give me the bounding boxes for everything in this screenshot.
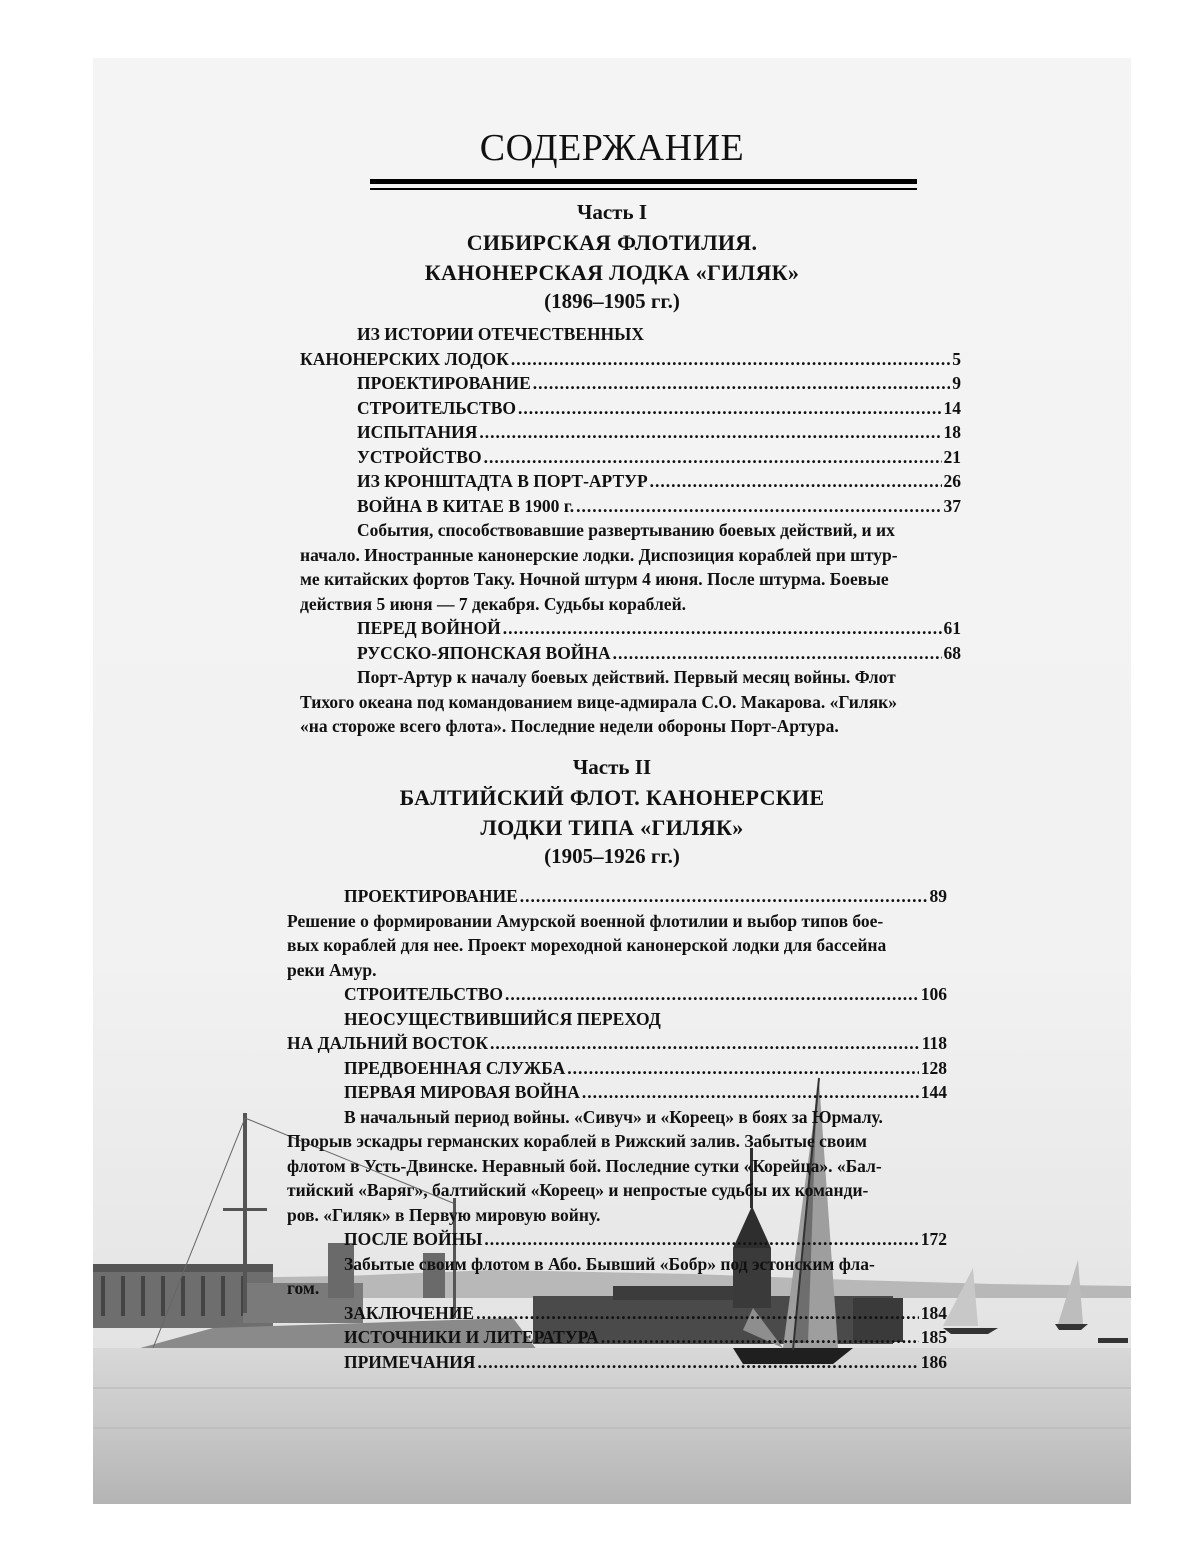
toc-entry-page: 118	[921, 1033, 947, 1053]
toc-entry[interactable]	[300, 396, 961, 421]
toc-entry-label: ВОЙНА В КИТАЕ В 1900 г.	[357, 495, 575, 516]
part2-years: (1905–1926 гг.)	[544, 844, 680, 868]
toc-entry-label: ИСТОЧНИКИ И ЛИТЕРАТУРА	[344, 1327, 599, 1347]
toc-entry-label: ПРИМЕЧАНИЯ	[344, 1351, 476, 1372]
title-rule-thick	[370, 179, 917, 184]
leader-dots	[503, 616, 942, 641]
part1-toc	[300, 322, 961, 739]
toc-description-line: гом.	[287, 1278, 320, 1298]
toc-entry-page: 106	[920, 984, 947, 1004]
toc-description-line: флотом в Усть-Двинске. Неравный бой. Последние сутки «Корейца». «Бал-	[287, 1155, 882, 1176]
toc-description-line: действия 5 июня — 7 декабря. Судьбы кораблей.	[300, 593, 687, 614]
toc-entry[interactable]	[287, 1227, 947, 1252]
toc-entry[interactable]	[300, 641, 961, 666]
toc-entry-label: РУССКО-ЯПОНСКАЯ ВОЙНА	[357, 642, 611, 663]
toc-entry-page: 9	[952, 373, 961, 393]
toc-entry[interactable]	[287, 1301, 947, 1326]
toc-description-line: В начальный период войны. «Сивуч» и «Кореец» в боях за Юрмалу.	[344, 1106, 883, 1127]
toc-entry[interactable]	[300, 420, 961, 445]
leader-dots	[476, 1301, 919, 1326]
leader-dots	[484, 1227, 918, 1252]
toc-entry[interactable]	[300, 371, 961, 396]
toc-entry-page: 61	[943, 618, 961, 638]
toc-entry-label: СТРОИТЕЛЬСТВО	[357, 397, 517, 418]
page	[93, 58, 1131, 1504]
toc-entry-label: СТРОИТЕЛЬСТВО	[344, 984, 504, 1004]
toc-entry[interactable]	[300, 494, 961, 519]
toc-description-line: Прорыв эскадры германских кораблей в Рижский залив. Забытые своим	[287, 1131, 867, 1151]
toc-entry-page: 5	[952, 348, 961, 369]
toc-description-line: Тихого океана под командованием вице-адмирала С.О. Макарова. «Гиляк»	[300, 691, 897, 712]
toc-description-line: События, способствовавшие развертыванию боевых действий, и их	[357, 520, 895, 540]
toc-entry-page: 89	[929, 886, 947, 906]
part1-label: Часть I	[576, 200, 648, 224]
toc-entry-label: ЗАКЛЮЧЕНИЕ	[344, 1302, 475, 1323]
toc-entry-page: 68	[943, 642, 961, 663]
part2-title-line1: БАЛТИЙСКИЙ ФЛОТ. КАНОНЕРСКИЕ	[399, 785, 825, 810]
leader-dots	[567, 1056, 919, 1081]
leader-dots	[576, 494, 941, 519]
part1-years: (1896–1905 гг.)	[544, 289, 680, 313]
toc-description-line: «на стороже всего флота». Последние недели обороны Порт-Артура.	[300, 716, 839, 736]
toc-entry[interactable]	[287, 884, 947, 909]
part1-title-line2: КАНОНЕРСКАЯ ЛОДКА «ГИЛЯК»	[424, 260, 800, 285]
toc-entry-label: ПРОЕКТИРОВАНИЕ	[357, 373, 531, 393]
toc-description-line: ме китайских фортов Таку. Ночной штурм 4 июня. После штурма. Боевые	[300, 569, 889, 589]
toc-entry-label: ПЕРЕД ВОЙНОЙ	[357, 618, 501, 638]
toc-entry[interactable]	[287, 1080, 947, 1105]
toc-description-line: реки Амур.	[287, 959, 377, 980]
toc-entry-label: ИСПЫТАНИЯ	[357, 422, 478, 442]
leader-dots	[520, 884, 928, 909]
toc-entry[interactable]	[287, 1350, 947, 1375]
toc-entry-page: 21	[943, 446, 961, 467]
leader-dots	[479, 420, 941, 445]
toc-entry-page: 144	[920, 1082, 947, 1102]
leader-dots	[518, 396, 941, 421]
part2-label: Часть II	[572, 755, 652, 779]
toc-entry[interactable]	[287, 1031, 947, 1056]
toc-entry-line1: ИЗ ИСТОРИИ ОТЕЧЕСТВЕННЫХ	[357, 324, 644, 344]
toc-entry-page: 26	[943, 471, 961, 491]
leader-dots	[505, 982, 919, 1007]
toc-entry[interactable]	[287, 1325, 947, 1350]
leader-dots	[490, 1031, 920, 1056]
toc-entry-label: ПРЕДВОЕННАЯ СЛУЖБА	[344, 1057, 566, 1078]
leader-dots	[477, 1350, 918, 1375]
leader-dots	[511, 347, 950, 372]
part2-toc	[287, 884, 947, 1374]
toc-entry[interactable]	[300, 469, 961, 494]
toc-description-line: ров. «Гиляк» в Первую мировую войну.	[287, 1204, 601, 1225]
leader-dots	[484, 445, 942, 470]
toc-entry-line1: НЕОСУЩЕСТВИВШИЙСЯ ПЕРЕХОД	[344, 1008, 661, 1029]
toc-description-line: вых кораблей для нее. Проект мореходной канонерской лодки для бассейна	[287, 935, 887, 955]
part2-title-line2: ЛОДКИ ТИПА «ГИЛЯК»	[480, 815, 744, 840]
toc-entry-label: ПЕРВАЯ МИРОВАЯ ВОЙНА	[344, 1082, 580, 1102]
toc-entry-label: КАНОНЕРСКИХ ЛОДОК	[300, 348, 509, 369]
toc-entry[interactable]	[300, 347, 961, 372]
toc-description-line: Забытые своим флотом в Або. Бывший «Бобр» под эстонским фла-	[344, 1253, 875, 1274]
toc-entry-page: 37	[943, 495, 961, 516]
leader-dots	[650, 469, 942, 494]
leader-dots	[533, 371, 950, 396]
title-rule-thin	[370, 188, 917, 190]
leader-dots	[613, 641, 942, 666]
toc-entry[interactable]	[287, 982, 947, 1007]
toc-description-line: Порт-Артур к началу боевых действий. Первый месяц войны. Флот	[357, 667, 896, 687]
toc-entry-label: ПОСЛЕ ВОЙНЫ	[344, 1229, 483, 1249]
toc-description-line: тийский «Варяг», балтийский «Кореец» и непростые судьбы их команди-	[287, 1180, 869, 1200]
leader-dots	[582, 1080, 919, 1105]
toc-entry-label: УСТРОЙСТВО	[357, 446, 482, 467]
toc-entry-label: ПРОЕКТИРОВАНИЕ	[344, 886, 518, 906]
leader-dots	[601, 1325, 919, 1350]
toc-entry-label: НА ДАЛЬНИЙ ВОСТОК	[287, 1033, 489, 1053]
part1-title-line1: СИБИРСКАЯ ФЛОТИЛИЯ.	[466, 230, 758, 255]
toc-entry-page: 172	[920, 1229, 947, 1249]
toc-description-line: Решение о формировании Амурской военной флотилии и выбор типов бое-	[287, 910, 884, 931]
toc-entry-page: 185	[920, 1327, 947, 1347]
toc-entry[interactable]	[287, 1056, 947, 1081]
toc-entry[interactable]	[300, 616, 961, 641]
toc-entry-label: ИЗ КРОНШТАДТА В ПОРТ-АРТУР	[357, 471, 648, 491]
page-title: СОДЕРЖАНИЕ	[479, 127, 745, 169]
toc-entry-page: 184	[920, 1302, 947, 1323]
toc-entry-page: 14	[943, 397, 961, 418]
toc-entry-page: 186	[920, 1351, 947, 1372]
toc-description-line: начало. Иностранные канонерские лодки. Диспозиция кораблей при штур-	[300, 544, 898, 565]
toc-entry[interactable]	[300, 445, 961, 470]
toc-entry-page: 18	[943, 422, 961, 442]
toc-entry-page: 128	[920, 1057, 947, 1078]
